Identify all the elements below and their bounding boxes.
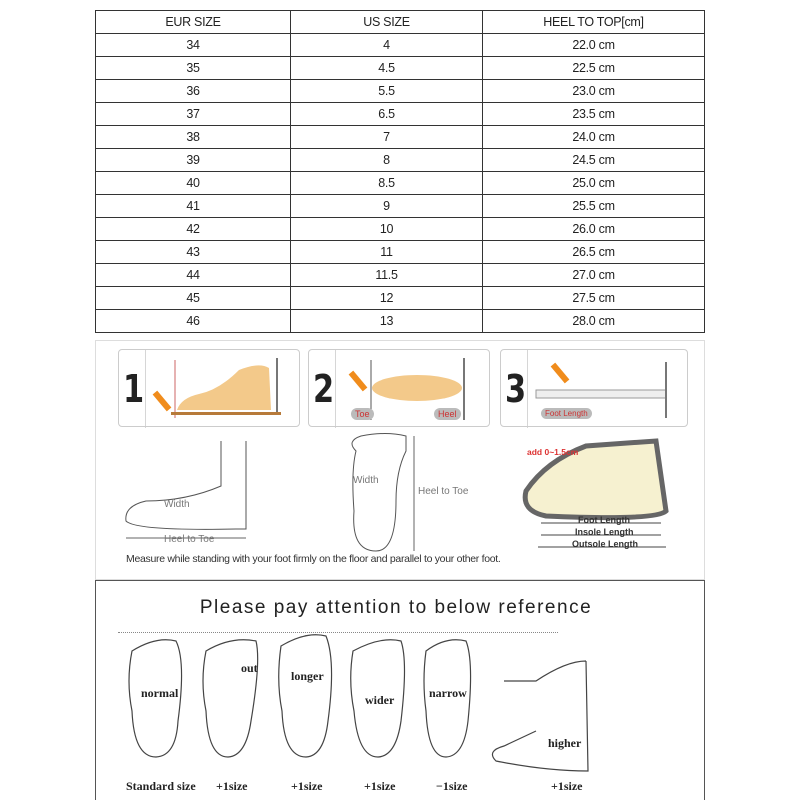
eur-size-cell: 44 [96, 264, 291, 287]
foot-top-illustration [309, 350, 491, 428]
us-size-cell: 6.5 [291, 103, 483, 126]
heel-tag: Heel [434, 408, 461, 420]
size-advice-normal: Standard size [126, 779, 196, 793]
feet-illustrations [96, 581, 706, 801]
us-size-cell: 12 [291, 287, 483, 310]
eur-size-cell: 41 [96, 195, 291, 218]
eur-size-cell: 42 [96, 218, 291, 241]
heel-to-top-cell: 24.0 cm [483, 126, 705, 149]
measure-caption: Measure while standing with your foot firmly on the floor and parallel to your other foot. [126, 553, 501, 565]
heel-to-toe-label-side: Heel to Toe [164, 534, 215, 545]
foot-label-out: out [241, 661, 258, 675]
step-2-panel [308, 349, 490, 427]
foot-label-normal: normal [141, 686, 179, 700]
header-us: US SIZE [291, 11, 483, 34]
heel-to-top-cell: 27.5 cm [483, 287, 705, 310]
heel-to-top-cell: 26.0 cm [483, 218, 705, 241]
table-row [96, 172, 705, 195]
foot-label-higher: higher [548, 736, 582, 750]
heel-to-top-cell: 25.0 cm [483, 172, 705, 195]
us-size-cell: 8 [291, 149, 483, 172]
table-row [96, 103, 705, 126]
us-size-cell: 11.5 [291, 264, 483, 287]
table-row [96, 241, 705, 264]
outsole-length-label: Outsole Length [572, 539, 638, 549]
step-number: 1 [122, 350, 146, 428]
step-number: 2 [312, 350, 336, 428]
eur-size-cell: 43 [96, 241, 291, 264]
foot-length-label: Foot Length [578, 515, 630, 525]
heel-to-top-cell: 22.0 cm [483, 34, 705, 57]
table-row [96, 195, 705, 218]
table-row [96, 80, 705, 103]
ruler-illustration [501, 350, 689, 428]
us-size-cell: 13 [291, 310, 483, 333]
step-1-panel [118, 349, 300, 427]
us-size-cell: 5.5 [291, 80, 483, 103]
step-number: 3 [504, 350, 528, 428]
us-size-cell: 8.5 [291, 172, 483, 195]
table-row [96, 34, 705, 57]
eur-size-cell: 39 [96, 149, 291, 172]
eur-size-cell: 40 [96, 172, 291, 195]
toe-tag: Toe [351, 408, 374, 420]
table-row [96, 126, 705, 149]
eur-size-cell: 37 [96, 103, 291, 126]
fit-reference [95, 580, 705, 800]
eur-size-cell: 45 [96, 287, 291, 310]
heel-to-top-cell: 26.5 cm [483, 241, 705, 264]
foot-side-illustration [119, 350, 301, 428]
insole-length-label: Insole Length [575, 527, 634, 537]
size-advice-narrow: −1size [436, 779, 468, 793]
width-label-side: Width [164, 499, 190, 510]
eur-size-cell: 35 [96, 57, 291, 80]
reference-title: Please pay attention to below reference [199, 597, 593, 618]
eur-size-cell: 36 [96, 80, 291, 103]
eur-size-cell: 34 [96, 34, 291, 57]
table-row [96, 149, 705, 172]
us-size-cell: 9 [291, 195, 483, 218]
table-row [96, 287, 705, 310]
table-row [96, 57, 705, 80]
table-row [96, 218, 705, 241]
size-advice-wider: +1size [364, 779, 396, 793]
heel-to-top-cell: 23.5 cm [483, 103, 705, 126]
heel-to-top-cell: 23.0 cm [483, 80, 705, 103]
table-row [96, 310, 705, 333]
us-size-cell: 4 [291, 34, 483, 57]
size-advice-out: +1size [216, 779, 248, 793]
size-table [95, 10, 705, 333]
heel-to-top-cell: 28.0 cm [483, 310, 705, 333]
header-eur: EUR SIZE [96, 11, 291, 34]
heel-to-top-cell: 24.5 cm [483, 149, 705, 172]
foot-label-narrow: narrow [429, 686, 467, 700]
add-allowance-label: add 0~1.5cm [527, 447, 579, 457]
measure-instructions [95, 340, 705, 580]
us-size-cell: 11 [291, 241, 483, 264]
heel-to-top-cell: 25.5 cm [483, 195, 705, 218]
heel-to-top-cell: 27.0 cm [483, 264, 705, 287]
size-advice-higher: +1size [551, 779, 583, 793]
table-header-row [96, 11, 705, 34]
us-size-cell: 10 [291, 218, 483, 241]
step-3-panel [500, 349, 688, 427]
table-row [96, 264, 705, 287]
foot-length-tag: Foot Length [541, 408, 592, 419]
foot-label-longer: longer [291, 669, 324, 683]
width-label-sole: Width [353, 475, 379, 486]
us-size-cell: 7 [291, 126, 483, 149]
heel-to-toe-label-sole: Heel to Toe [418, 486, 469, 497]
heel-to-top-cell: 22.5 cm [483, 57, 705, 80]
eur-size-cell: 46 [96, 310, 291, 333]
header-heel-to-top: HEEL TO TOP[cm] [483, 11, 705, 34]
eur-size-cell: 38 [96, 126, 291, 149]
foot-label-wider: wider [365, 693, 395, 707]
us-size-cell: 4.5 [291, 57, 483, 80]
size-advice-longer: +1size [291, 779, 323, 793]
